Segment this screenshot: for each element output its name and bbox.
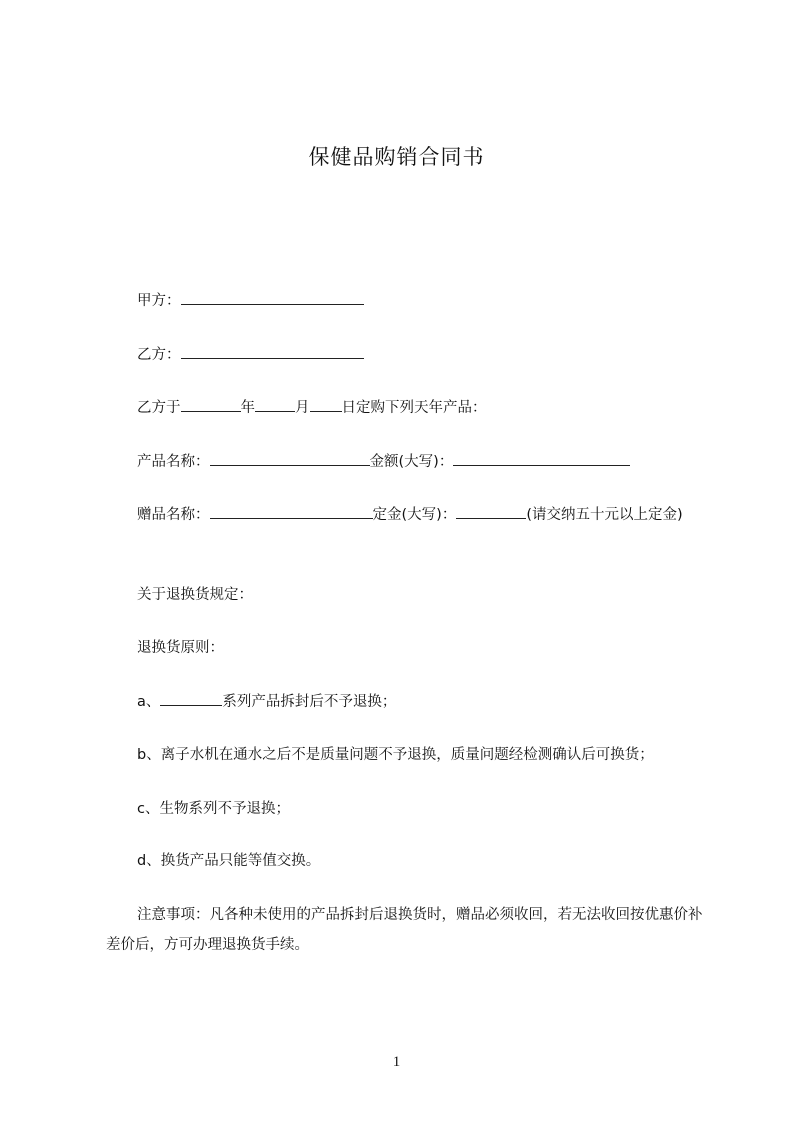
document-title: 保健品购销合同书 xyxy=(308,145,485,169)
order-day-blank xyxy=(310,397,342,412)
party-b-line xyxy=(137,340,364,370)
order-month-blank xyxy=(255,397,295,412)
deposit-blank xyxy=(456,504,526,519)
order-suffix: 日定购下列天年产品： xyxy=(341,400,487,416)
product-name-label: 产品名称： xyxy=(137,454,210,470)
rule-a-prefix: a、 xyxy=(137,694,161,710)
rule-a-suffix: 系列产品拆封后不予退换； xyxy=(222,694,397,710)
party-a-blank xyxy=(181,290,364,305)
party-a-label: 甲方： xyxy=(137,293,181,309)
returns-heading: 关于退换货规定： xyxy=(137,587,253,603)
party-b-label: 乙方： xyxy=(137,347,181,363)
deposit-label: 定金(大写)： xyxy=(372,507,457,523)
order-month-label: 月 xyxy=(295,400,310,416)
gift-name-label: 赠品名称： xyxy=(137,507,210,523)
order-prefix: 乙方于 xyxy=(137,400,181,416)
party-a-line xyxy=(137,286,364,316)
order-date-line xyxy=(137,393,487,423)
rule-d: d、换货产品只能等值交换。 xyxy=(137,853,321,869)
party-b-blank xyxy=(181,344,364,359)
rule-a-blank xyxy=(160,691,222,706)
product-line xyxy=(137,447,630,477)
rule-b: b、离子水机在通水之后不是质量问题不予退换，质量问题经检测确认后可换货； xyxy=(137,747,654,763)
rule-a xyxy=(137,687,396,717)
gift-name-blank xyxy=(210,504,373,519)
amount-blank xyxy=(453,451,630,466)
product-name-blank xyxy=(210,451,370,466)
deposit-note: (请交纳五十元以上定金) xyxy=(526,507,683,523)
notice-paragraph: 注意事项：凡各种未使用的产品拆封后退换货时，赠品必须收回，若无法收回按优惠价补差价后，方可办理退换货手续。 xyxy=(106,907,703,953)
page-number: 1 xyxy=(392,1054,401,1070)
order-year-blank xyxy=(181,397,241,412)
order-year-label: 年 xyxy=(240,400,255,416)
amount-label: 金额(大写)： xyxy=(369,454,454,470)
principles-heading: 退换货原则： xyxy=(137,640,224,656)
rule-c: c、生物系列不予退换； xyxy=(137,801,290,817)
gift-paragraph xyxy=(106,500,716,530)
